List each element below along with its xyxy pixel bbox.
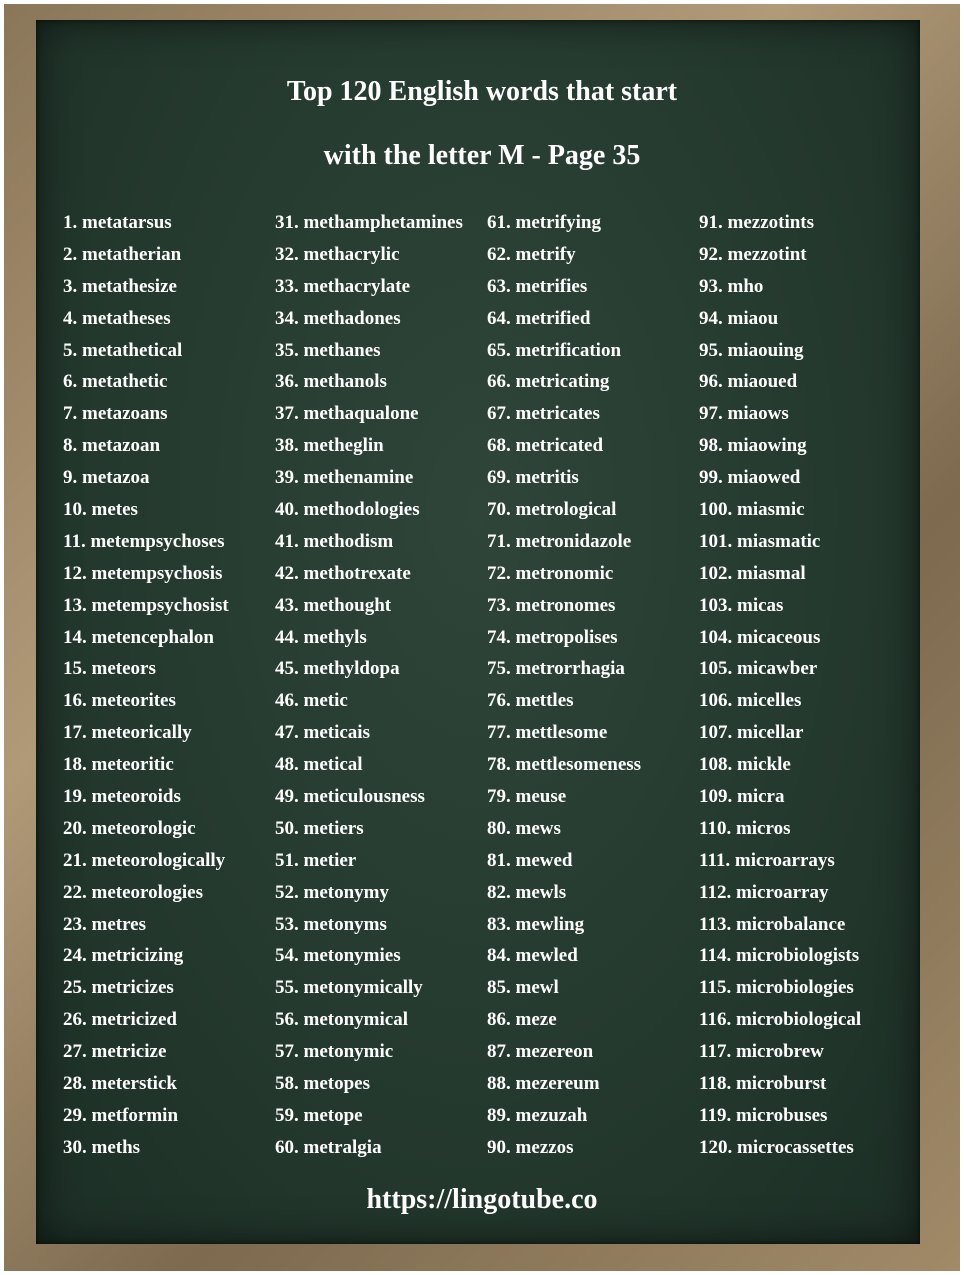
word-column-3 bbox=[487, 210, 641, 1167]
word-list-item: 59. metope bbox=[275, 1104, 363, 1126]
word-list-item: 58. metopes bbox=[275, 1073, 370, 1095]
word-list-item: 118. microburst bbox=[699, 1073, 827, 1095]
word-list-item: 39. methenamine bbox=[275, 467, 414, 489]
word-list-item: 40. methodologies bbox=[275, 499, 420, 521]
word-list-item: 71. metronidazole bbox=[487, 530, 632, 552]
word-list-item: 45. methyldopa bbox=[275, 658, 400, 680]
word-list-item: 104. micaceous bbox=[699, 626, 821, 648]
word-list-item: 116. microbiological bbox=[699, 1009, 862, 1031]
word-list-item: 42. methotrexate bbox=[275, 562, 411, 584]
word-list-item: 109. micra bbox=[699, 786, 785, 808]
word-list-item: 54. metonymies bbox=[275, 945, 401, 967]
word-list-item: 76. mettles bbox=[487, 690, 574, 712]
word-list-item: 13. metempsychosist bbox=[63, 594, 229, 616]
word-list-item: 21. meteorologically bbox=[63, 849, 226, 871]
word-list-item: 70. metrological bbox=[487, 499, 617, 521]
word-list-item: 4. metatheses bbox=[63, 307, 171, 329]
word-list-item: 89. mezuzah bbox=[487, 1104, 588, 1126]
word-list-item: 16. meteorites bbox=[63, 690, 176, 712]
word-list-item: 25. metricizes bbox=[63, 977, 174, 999]
word-list-item: 98. miaowing bbox=[699, 435, 807, 457]
word-list-item: 119. microbuses bbox=[699, 1104, 828, 1126]
word-list-item: 28. meterstick bbox=[63, 1073, 177, 1095]
word-list-item: 64. metrified bbox=[487, 307, 591, 329]
word-list-item: 114. microbiologists bbox=[699, 945, 860, 967]
word-list-item: 38. metheglin bbox=[275, 435, 384, 457]
word-list-item: 92. mezzotint bbox=[699, 243, 807, 265]
word-list-item: 96. miaoued bbox=[699, 371, 798, 393]
word-list-item: 72. metronomic bbox=[487, 562, 614, 584]
word-list-item: 73. metronomes bbox=[487, 594, 616, 616]
word-list-item: 46. metic bbox=[275, 690, 348, 712]
word-list-item: 81. mewed bbox=[487, 849, 573, 871]
word-list-item: 111. microarrays bbox=[699, 849, 835, 871]
word-list-item: 47. meticais bbox=[275, 722, 370, 744]
word-list-item: 57. metonymic bbox=[275, 1041, 394, 1063]
word-list-item: 26. metricized bbox=[63, 1009, 177, 1031]
word-list-item: 6. metathetic bbox=[63, 371, 168, 393]
word-list-item: 87. mezereon bbox=[487, 1041, 594, 1063]
word-list-item: 9. metazoa bbox=[63, 467, 150, 489]
word-list-item: 3. metathesize bbox=[63, 275, 177, 297]
word-list-item: 18. meteoritic bbox=[63, 754, 174, 776]
word-list-item: 51. metier bbox=[275, 849, 357, 871]
word-list-item: 86. meze bbox=[487, 1009, 557, 1031]
word-list-item: 93. mho bbox=[699, 275, 764, 297]
word-list-item: 120. microcassettes bbox=[699, 1136, 854, 1158]
word-list-item: 22. meteorologies bbox=[63, 881, 203, 903]
word-list-item: 19. meteoroids bbox=[63, 786, 181, 808]
word-list-item: 8. metazoan bbox=[63, 435, 161, 457]
word-list-item: 82. mewls bbox=[487, 881, 567, 903]
word-list-item: 29. metformin bbox=[63, 1104, 179, 1126]
word-list-item: 14. metencephalon bbox=[63, 626, 214, 648]
word-list-item: 35. methanes bbox=[275, 339, 381, 361]
page-title-line-1: Top 120 English words that start bbox=[286, 76, 678, 107]
word-list-item: 94. miaou bbox=[699, 307, 779, 329]
word-list-item: 63. metrifies bbox=[487, 275, 588, 297]
word-list-item: 36. methanols bbox=[275, 371, 387, 393]
word-list-item: 7. metazoans bbox=[63, 403, 168, 425]
word-list-item: 1. metatarsus bbox=[63, 212, 172, 233]
word-list-item: 12. metempsychosis bbox=[63, 562, 223, 584]
word-list-item: 49. meticulousness bbox=[275, 786, 425, 808]
word-list-item: 79. meuse bbox=[487, 786, 567, 808]
word-list-item: 15. meteors bbox=[63, 658, 156, 680]
word-list-item: 11. metempsychoses bbox=[63, 530, 225, 552]
word-list-item: 48. metical bbox=[275, 754, 363, 776]
word-list-item: 90. mezzos bbox=[487, 1136, 574, 1158]
word-list-item: 50. metiers bbox=[275, 817, 364, 839]
word-column-2 bbox=[275, 210, 463, 1167]
page-title-line-2: with the letter M - Page 35 bbox=[323, 140, 641, 171]
word-list-item: 10. metes bbox=[63, 499, 138, 521]
word-column-1 bbox=[63, 210, 229, 1167]
word-list-item: 77. mettlesome bbox=[487, 722, 608, 744]
word-list-item: 106. micelles bbox=[699, 690, 802, 712]
word-list-item: 74. metropolises bbox=[487, 626, 618, 648]
word-list-item: 43. methought bbox=[275, 594, 392, 616]
footer-url: https://lingotube.co bbox=[366, 1184, 598, 1215]
word-list-item: 95. miaouing bbox=[699, 339, 804, 361]
word-list-item: 44. methyls bbox=[275, 626, 367, 648]
word-list-item: 27. metricize bbox=[63, 1041, 167, 1063]
word-list-item: 56. metonymical bbox=[275, 1009, 408, 1031]
word-list-item: 30. meths bbox=[63, 1136, 141, 1158]
word-list-item: 99. miaowed bbox=[699, 467, 801, 489]
word-list-item: 17. meteorically bbox=[63, 722, 192, 744]
word-list-item: 117. microbrew bbox=[699, 1041, 824, 1063]
word-list-item: 101. miasmatic bbox=[699, 530, 821, 552]
word-list-item: 113. microbalance bbox=[699, 913, 846, 935]
word-list-item: 97. miaows bbox=[699, 403, 789, 425]
word-list-item: 84. mewled bbox=[487, 945, 578, 967]
word-list-item: 20. meteorologic bbox=[63, 817, 196, 839]
word-list-item: 37. methaqualone bbox=[275, 403, 419, 425]
word-list-item: 34. methadones bbox=[275, 307, 401, 329]
word-list-item: 52. metonymy bbox=[275, 881, 389, 903]
word-list-item: 62. metrify bbox=[487, 243, 576, 265]
word-list-item: 88. mezereum bbox=[487, 1073, 600, 1095]
word-list-item: 5. metathetical bbox=[63, 339, 183, 361]
word-list-item: 66. metricating bbox=[487, 371, 610, 393]
word-list-item: 65. metrification bbox=[487, 339, 622, 361]
word-list-item: 78. mettlesomeness bbox=[487, 754, 642, 776]
word-list-item: 41. methodism bbox=[275, 530, 394, 552]
word-list-item: 107. micellar bbox=[699, 722, 804, 744]
word-list-item: 100. miasmic bbox=[699, 499, 805, 521]
word-list-item: 105. micawber bbox=[699, 658, 818, 680]
word-list-item: 80. mews bbox=[487, 817, 561, 839]
word-column-4 bbox=[699, 210, 861, 1167]
word-list-item: 24. metricizing bbox=[63, 945, 184, 967]
word-list-item: 31. methamphetamines bbox=[275, 212, 463, 233]
word-list-item: 110. micros bbox=[699, 817, 791, 839]
word-list-item: 67. metricates bbox=[487, 403, 600, 425]
word-list-item: 53. metonyms bbox=[275, 913, 387, 935]
word-list-item: 61. metrifying bbox=[487, 212, 601, 233]
word-list-item: 75. metrorrhagia bbox=[487, 658, 625, 680]
word-list-item: 108. mickle bbox=[699, 754, 791, 776]
word-list-item: 32. methacrylic bbox=[275, 243, 400, 265]
word-list-item: 112. microarray bbox=[699, 881, 829, 903]
word-list-item: 55. metonymically bbox=[275, 977, 423, 999]
word-list-item: 68. metricated bbox=[487, 435, 604, 457]
word-list-item: 85. mewl bbox=[487, 977, 559, 999]
word-list-item: 103. micas bbox=[699, 594, 784, 616]
word-list-item: 69. metritis bbox=[487, 467, 579, 489]
word-list-item: 102. miasmal bbox=[699, 562, 806, 584]
word-list-item: 91. mezzotints bbox=[699, 212, 815, 233]
word-list-item: 60. metralgia bbox=[275, 1136, 382, 1158]
word-list-item: 33. methacrylate bbox=[275, 275, 411, 297]
word-list-item: 115. microbiologies bbox=[699, 977, 854, 999]
word-list-item: 83. mewling bbox=[487, 913, 585, 935]
word-list-item: 2. metatherian bbox=[63, 243, 182, 265]
word-list-item: 23. metres bbox=[63, 913, 147, 935]
